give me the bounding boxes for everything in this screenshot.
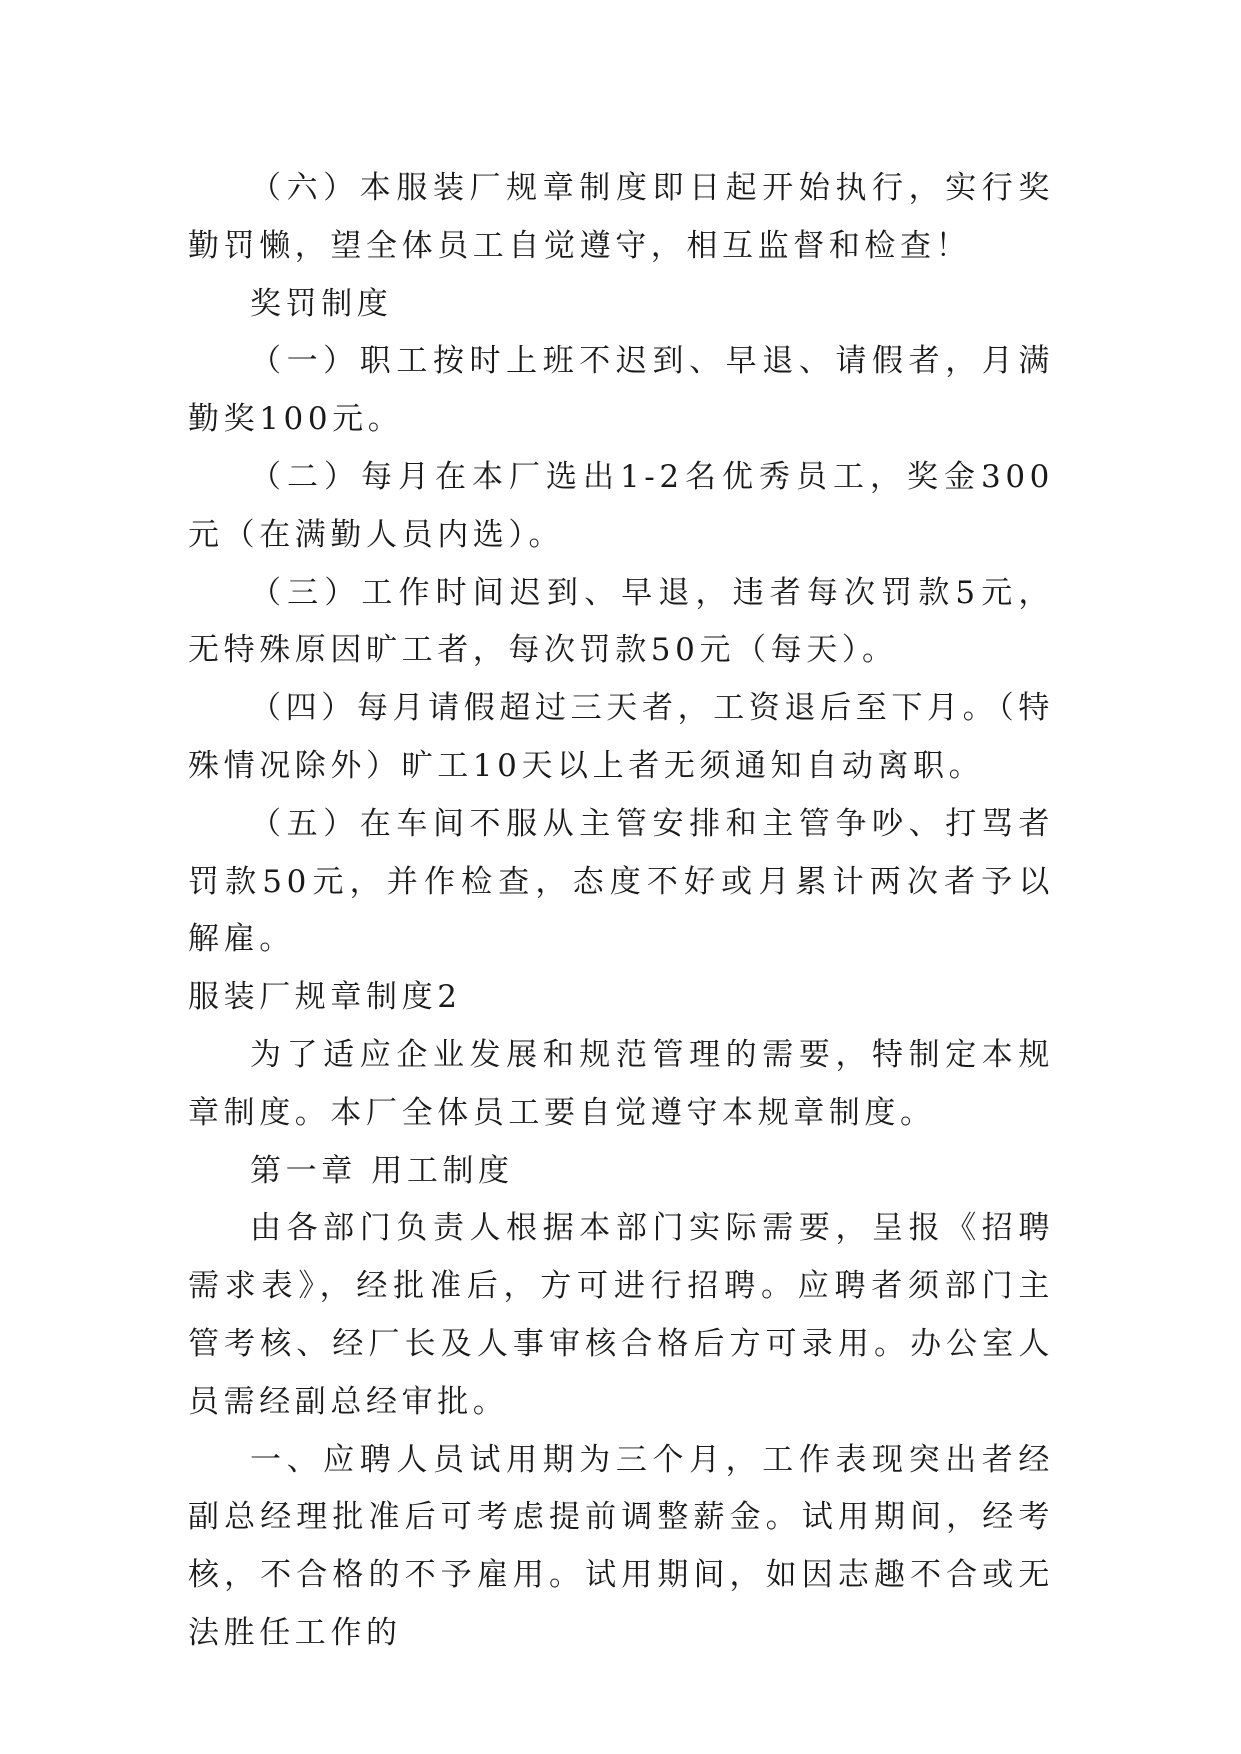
intro-paragraph: 为了适应企业发展和规范管理的需要，特制定本规章制度。本厂全体员工要自觉遵守本规章制度。 [188,1036,1054,1131]
penalty-clause-three: （三）工作时间迟到、早退，违者每次罚款5元，无特殊原因旷工者，每次罚款50元（每天）。 [188,574,1054,669]
penalty-clause-four: （四）每月请假超过三天者，工资退后至下月。（特殊情况除外）旷工10天以上者无须通知自动离职。 [188,690,1054,784]
penalty-clause-five: （五）在车间不服从主管安排和主管争吵、打骂者罚款50元，并作检查，态度不好或月累计两次者予以解雇。 [188,805,1054,958]
probation-paragraph: 一、应聘人员试用期为三个月，工作表现突出者经副总经理批准后可考虑提前调整薪金。试用期间，经考核，不合格的不予雇用。试用期间，如因志趣不合或无法胜任工作的 [188,1441,1054,1651]
clause-six-paragraph: （六）本服装厂规章制度即日起开始执行，实行奖勤罚懒，望全体员工自觉遵守，相互监督和检查！ [188,170,1054,264]
reward-clause-two: （二）每月在本厂选出1-2名优秀员工，奖金300元（在满勤人员内选）。 [188,458,1054,553]
reward-clause-one: （一）职工按时上班不迟到、早退、请假者，月满勤奖100元。 [188,343,1054,438]
section-title-regulations-2: 服装厂规章制度2 [188,979,462,1016]
chapter-one-heading: 第一章 用工制度 [250,1152,514,1189]
document-body [188,160,1054,1663]
recruitment-paragraph: 由各部门负责人根据本部门实际需要，呈报《招聘需求表》，经批准后，方可进行招聘。应聘者须部门主管考核、经厂长及人事审核合格后方可录用。办公室人员需经副总经审批。 [188,1210,1054,1420]
rewards-penalties-heading: 奖罚制度 [250,285,393,322]
